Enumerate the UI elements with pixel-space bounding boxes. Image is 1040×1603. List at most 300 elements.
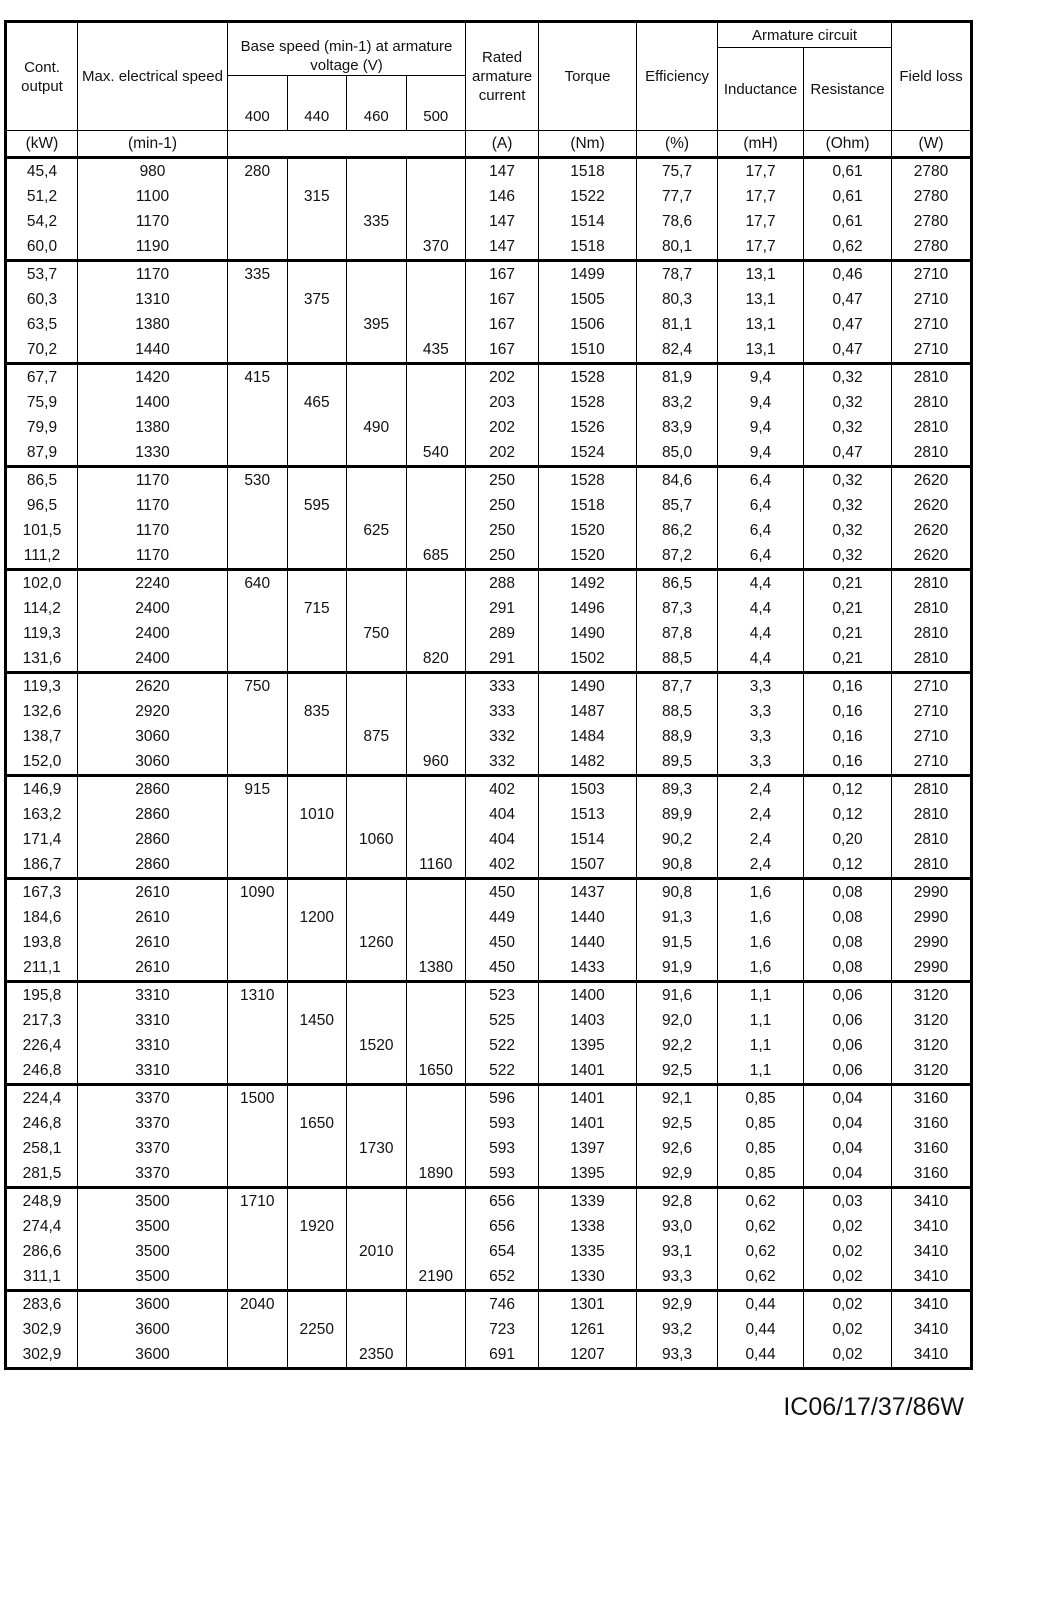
resistance-cell: 0,32 — [804, 543, 892, 570]
torque-cell: 1395 — [539, 1161, 637, 1188]
rated-current-cell: 449 — [466, 905, 539, 930]
base-speed-empty — [287, 1058, 347, 1085]
rated-current-cell: 654 — [466, 1239, 539, 1264]
torque-cell: 1338 — [539, 1214, 637, 1239]
inductance-cell: 6,4 — [718, 467, 804, 494]
base-speed-empty — [347, 234, 407, 261]
inductance-cell: 2,4 — [718, 776, 804, 803]
field-loss-cell: 2710 — [892, 749, 972, 776]
cont-output-cell: 224,4 — [6, 1085, 78, 1112]
rated-current-cell: 523 — [466, 982, 539, 1009]
table-row — [6, 1111, 972, 1136]
efficiency-cell: 88,5 — [637, 699, 718, 724]
spec-sheet — [4, 20, 971, 1370]
base-speed-empty — [287, 364, 347, 391]
cont-output-cell: 86,5 — [6, 467, 78, 494]
inductance-cell: 4,4 — [718, 596, 804, 621]
rated-current-cell: 522 — [466, 1033, 539, 1058]
unit-kw: (kW) — [6, 131, 78, 158]
inductance-cell: 17,7 — [718, 209, 804, 234]
base-speed-cell: 960 — [406, 749, 466, 776]
inductance-cell: 9,4 — [718, 390, 804, 415]
resistance-cell: 0,32 — [804, 415, 892, 440]
inductance-cell: 4,4 — [718, 570, 804, 597]
table-row — [6, 543, 972, 570]
efficiency-cell: 93,3 — [637, 1342, 718, 1369]
rated-current-cell: 147 — [466, 158, 539, 185]
inductance-cell: 3,3 — [718, 724, 804, 749]
rated-current-cell: 525 — [466, 1008, 539, 1033]
field-loss-cell: 3160 — [892, 1111, 972, 1136]
field-loss-cell: 2810 — [892, 364, 972, 391]
base-speed-empty — [228, 1264, 288, 1291]
efficiency-cell: 91,6 — [637, 982, 718, 1009]
max-speed-cell: 3370 — [78, 1085, 228, 1112]
base-speed-cell: 1920 — [287, 1214, 347, 1239]
header-voltage-440: 440 — [287, 76, 347, 131]
header-efficiency: Efficiency — [637, 22, 718, 131]
resistance-cell: 0,06 — [804, 1033, 892, 1058]
max-speed-cell: 1190 — [78, 234, 228, 261]
inductance-cell: 0,44 — [718, 1291, 804, 1318]
base-speed-empty — [406, 467, 466, 494]
table-row — [6, 982, 972, 1009]
base-speed-cell: 1160 — [406, 852, 466, 879]
inductance-cell: 4,4 — [718, 621, 804, 646]
efficiency-cell: 87,8 — [637, 621, 718, 646]
max-speed-cell: 2860 — [78, 776, 228, 803]
rated-current-cell: 203 — [466, 390, 539, 415]
rated-current-cell: 593 — [466, 1111, 539, 1136]
base-speed-empty — [228, 646, 288, 673]
inductance-cell: 3,3 — [718, 673, 804, 700]
base-speed-empty — [287, 1136, 347, 1161]
efficiency-cell: 91,5 — [637, 930, 718, 955]
base-speed-cell: 1090 — [228, 879, 288, 906]
max-speed-cell: 1170 — [78, 209, 228, 234]
base-speed-empty — [347, 802, 407, 827]
table-row — [6, 364, 972, 391]
field-loss-cell: 2710 — [892, 673, 972, 700]
rated-current-cell: 333 — [466, 673, 539, 700]
cont-output-cell: 63,5 — [6, 312, 78, 337]
resistance-cell: 0,04 — [804, 1161, 892, 1188]
max-speed-cell: 1170 — [78, 518, 228, 543]
field-loss-cell: 2810 — [892, 570, 972, 597]
efficiency-cell: 80,1 — [637, 234, 718, 261]
torque-cell: 1339 — [539, 1188, 637, 1215]
rated-current-cell: 656 — [466, 1188, 539, 1215]
inductance-cell: 1,6 — [718, 879, 804, 906]
resistance-cell: 0,21 — [804, 596, 892, 621]
table-row — [6, 646, 972, 673]
base-speed-empty — [228, 621, 288, 646]
base-speed-empty — [287, 1033, 347, 1058]
base-speed-empty — [228, 209, 288, 234]
efficiency-cell: 84,6 — [637, 467, 718, 494]
inductance-cell: 9,4 — [718, 364, 804, 391]
base-speed-empty — [406, 1291, 466, 1318]
base-speed-cell: 2010 — [347, 1239, 407, 1264]
field-loss-cell: 2710 — [892, 261, 972, 288]
max-speed-cell: 3600 — [78, 1317, 228, 1342]
field-loss-cell: 2620 — [892, 543, 972, 570]
cont-output-cell: 101,5 — [6, 518, 78, 543]
torque-cell: 1335 — [539, 1239, 637, 1264]
max-speed-cell: 2610 — [78, 879, 228, 906]
torque-cell: 1403 — [539, 1008, 637, 1033]
cont-output-cell: 102,0 — [6, 570, 78, 597]
base-speed-empty — [406, 209, 466, 234]
table-row — [6, 1058, 972, 1085]
base-speed-empty — [406, 621, 466, 646]
efficiency-cell: 91,3 — [637, 905, 718, 930]
efficiency-cell: 92,5 — [637, 1111, 718, 1136]
rated-current-cell: 250 — [466, 493, 539, 518]
header-inductance: Inductance — [718, 48, 804, 131]
cont-output-cell: 186,7 — [6, 852, 78, 879]
cont-output-cell: 45,4 — [6, 158, 78, 185]
efficiency-cell: 93,0 — [637, 1214, 718, 1239]
resistance-cell: 0,46 — [804, 261, 892, 288]
inductance-cell: 0,62 — [718, 1239, 804, 1264]
base-speed-empty — [228, 440, 288, 467]
field-loss-cell: 2810 — [892, 852, 972, 879]
field-loss-cell: 3160 — [892, 1161, 972, 1188]
table-row — [6, 209, 972, 234]
max-speed-cell: 3310 — [78, 1033, 228, 1058]
cont-output-cell: 195,8 — [6, 982, 78, 1009]
base-speed-empty — [228, 518, 288, 543]
base-speed-empty — [406, 596, 466, 621]
field-loss-cell: 2620 — [892, 467, 972, 494]
efficiency-cell: 86,2 — [637, 518, 718, 543]
cont-output-cell: 226,4 — [6, 1033, 78, 1058]
efficiency-cell: 92,9 — [637, 1291, 718, 1318]
resistance-cell: 0,61 — [804, 184, 892, 209]
cont-output-cell: 87,9 — [6, 440, 78, 467]
torque-cell: 1506 — [539, 312, 637, 337]
base-speed-empty — [228, 312, 288, 337]
resistance-cell: 0,12 — [804, 776, 892, 803]
max-speed-cell: 2400 — [78, 646, 228, 673]
max-speed-cell: 2620 — [78, 673, 228, 700]
motor-group — [6, 1085, 972, 1188]
table-row — [6, 930, 972, 955]
cont-output-cell: 60,0 — [6, 234, 78, 261]
base-speed-empty — [287, 879, 347, 906]
unit-ohm: (Ohm) — [804, 131, 892, 158]
max-speed-cell: 1420 — [78, 364, 228, 391]
field-loss-cell: 2990 — [892, 955, 972, 982]
inductance-cell: 13,1 — [718, 312, 804, 337]
table-row — [6, 802, 972, 827]
efficiency-cell: 81,9 — [637, 364, 718, 391]
table-row — [6, 1264, 972, 1291]
torque-cell: 1502 — [539, 646, 637, 673]
table-row — [6, 440, 972, 467]
base-speed-cell: 1710 — [228, 1188, 288, 1215]
torque-cell: 1520 — [539, 518, 637, 543]
base-speed-empty — [228, 493, 288, 518]
max-speed-cell: 3370 — [78, 1161, 228, 1188]
rated-current-cell: 147 — [466, 209, 539, 234]
base-speed-empty — [406, 673, 466, 700]
unit-watt: (W) — [892, 131, 972, 158]
cont-output-cell: 217,3 — [6, 1008, 78, 1033]
base-speed-empty — [228, 749, 288, 776]
max-speed-cell: 2400 — [78, 621, 228, 646]
base-speed-empty — [228, 1239, 288, 1264]
max-speed-cell: 1400 — [78, 390, 228, 415]
rated-current-cell: 202 — [466, 415, 539, 440]
efficiency-cell: 93,1 — [637, 1239, 718, 1264]
base-speed-cell: 465 — [287, 390, 347, 415]
base-speed-empty — [287, 827, 347, 852]
base-speed-cell: 750 — [228, 673, 288, 700]
inductance-cell: 0,62 — [718, 1264, 804, 1291]
header-max-speed: Max. electrical speed — [78, 22, 228, 131]
base-speed-empty — [347, 184, 407, 209]
rated-current-cell: 596 — [466, 1085, 539, 1112]
base-speed-cell: 1520 — [347, 1033, 407, 1058]
field-loss-cell: 2710 — [892, 724, 972, 749]
inductance-cell: 1,6 — [718, 905, 804, 930]
table-row — [6, 879, 972, 906]
torque-cell: 1518 — [539, 493, 637, 518]
rated-current-cell: 593 — [466, 1136, 539, 1161]
max-speed-cell: 3060 — [78, 749, 228, 776]
base-speed-empty — [287, 1188, 347, 1215]
torque-cell: 1400 — [539, 982, 637, 1009]
resistance-cell: 0,47 — [804, 337, 892, 364]
base-speed-empty — [406, 802, 466, 827]
resistance-cell: 0,21 — [804, 621, 892, 646]
cont-output-cell: 114,2 — [6, 596, 78, 621]
base-speed-empty — [406, 879, 466, 906]
field-loss-cell: 2810 — [892, 802, 972, 827]
base-speed-cell: 820 — [406, 646, 466, 673]
base-speed-empty — [228, 596, 288, 621]
base-speed-empty — [347, 673, 407, 700]
inductance-cell: 13,1 — [718, 337, 804, 364]
table-row — [6, 673, 972, 700]
base-speed-cell: 335 — [347, 209, 407, 234]
torque-cell: 1301 — [539, 1291, 637, 1318]
base-speed-empty — [287, 234, 347, 261]
base-speed-empty — [287, 209, 347, 234]
efficiency-cell: 93,2 — [637, 1317, 718, 1342]
resistance-cell: 0,02 — [804, 1214, 892, 1239]
base-speed-empty — [406, 1214, 466, 1239]
inductance-cell: 1,1 — [718, 1033, 804, 1058]
table-row — [6, 467, 972, 494]
max-speed-cell: 1380 — [78, 415, 228, 440]
base-speed-empty — [406, 518, 466, 543]
rated-current-cell: 167 — [466, 337, 539, 364]
base-speed-empty — [347, 749, 407, 776]
base-speed-empty — [228, 390, 288, 415]
base-speed-empty — [228, 337, 288, 364]
base-speed-empty — [406, 776, 466, 803]
efficiency-cell: 78,6 — [637, 209, 718, 234]
unit-percent: (%) — [637, 131, 718, 158]
base-speed-cell: 750 — [347, 621, 407, 646]
resistance-cell: 0,06 — [804, 1008, 892, 1033]
base-speed-cell: 1260 — [347, 930, 407, 955]
max-speed-cell: 2860 — [78, 802, 228, 827]
field-loss-cell: 3410 — [892, 1188, 972, 1215]
max-speed-cell: 1100 — [78, 184, 228, 209]
base-speed-empty — [228, 1111, 288, 1136]
base-speed-empty — [228, 184, 288, 209]
efficiency-cell: 83,9 — [637, 415, 718, 440]
base-speed-cell: 2040 — [228, 1291, 288, 1318]
torque-cell: 1207 — [539, 1342, 637, 1369]
base-speed-empty — [406, 1111, 466, 1136]
base-speed-empty — [228, 1161, 288, 1188]
header-cont-output: Cont. output — [6, 22, 78, 131]
base-speed-empty — [228, 287, 288, 312]
table-row — [6, 724, 972, 749]
inductance-cell: 1,1 — [718, 982, 804, 1009]
torque-cell: 1514 — [539, 827, 637, 852]
resistance-cell: 0,04 — [804, 1111, 892, 1136]
motor-group — [6, 158, 972, 261]
base-speed-empty — [347, 955, 407, 982]
cont-output-cell: 132,6 — [6, 699, 78, 724]
table-row — [6, 1136, 972, 1161]
torque-cell: 1528 — [539, 467, 637, 494]
torque-cell: 1518 — [539, 158, 637, 185]
inductance-cell: 2,4 — [718, 852, 804, 879]
max-speed-cell: 3310 — [78, 1008, 228, 1033]
cont-output-cell: 119,3 — [6, 621, 78, 646]
base-speed-empty — [287, 312, 347, 337]
base-speed-empty — [406, 1239, 466, 1264]
field-loss-cell: 2990 — [892, 930, 972, 955]
resistance-cell: 0,47 — [804, 287, 892, 312]
header-rated-current: Rated armature current — [466, 22, 539, 131]
table-row — [6, 1214, 972, 1239]
torque-cell: 1261 — [539, 1317, 637, 1342]
resistance-cell: 0,06 — [804, 982, 892, 1009]
motor-group — [6, 364, 972, 467]
table-row — [6, 415, 972, 440]
base-speed-empty — [228, 699, 288, 724]
rated-current-cell: 450 — [466, 930, 539, 955]
base-speed-empty — [287, 440, 347, 467]
inductance-cell: 1,1 — [718, 1008, 804, 1033]
inductance-cell: 2,4 — [718, 827, 804, 852]
field-loss-cell: 3160 — [892, 1136, 972, 1161]
base-speed-empty — [287, 621, 347, 646]
rated-current-cell: 332 — [466, 724, 539, 749]
base-speed-empty — [228, 930, 288, 955]
efficiency-cell: 92,9 — [637, 1161, 718, 1188]
inductance-cell: 13,1 — [718, 261, 804, 288]
table-row — [6, 1342, 972, 1369]
torque-cell: 1440 — [539, 930, 637, 955]
base-speed-empty — [406, 827, 466, 852]
max-speed-cell: 1170 — [78, 493, 228, 518]
base-speed-empty — [228, 1317, 288, 1342]
torque-cell: 1401 — [539, 1111, 637, 1136]
base-speed-cell: 875 — [347, 724, 407, 749]
field-loss-cell: 2780 — [892, 158, 972, 185]
motor-group — [6, 776, 972, 879]
efficiency-cell: 92,5 — [637, 1058, 718, 1085]
cont-output-cell: 171,4 — [6, 827, 78, 852]
table-row — [6, 749, 972, 776]
base-speed-empty — [347, 158, 407, 185]
base-speed-empty — [347, 646, 407, 673]
resistance-cell: 0,61 — [804, 209, 892, 234]
base-speed-cell: 1650 — [287, 1111, 347, 1136]
resistance-cell: 0,32 — [804, 467, 892, 494]
base-speed-cell: 395 — [347, 312, 407, 337]
field-loss-cell: 2710 — [892, 699, 972, 724]
rated-current-cell: 250 — [466, 467, 539, 494]
inductance-cell: 0,85 — [718, 1161, 804, 1188]
field-loss-cell: 2710 — [892, 337, 972, 364]
max-speed-cell: 2610 — [78, 930, 228, 955]
unit-base-speed-blank — [228, 131, 466, 158]
motor-spec-table — [4, 20, 973, 1370]
header-voltage-400: 400 — [228, 76, 288, 131]
base-speed-empty — [287, 1085, 347, 1112]
table-row — [6, 261, 972, 288]
base-speed-empty — [287, 158, 347, 185]
max-speed-cell: 3370 — [78, 1136, 228, 1161]
field-loss-cell: 2810 — [892, 415, 972, 440]
rated-current-cell: 450 — [466, 879, 539, 906]
max-speed-cell: 1440 — [78, 337, 228, 364]
base-speed-empty — [228, 1214, 288, 1239]
max-speed-cell: 3600 — [78, 1342, 228, 1369]
table-row — [6, 570, 972, 597]
torque-cell: 1528 — [539, 390, 637, 415]
field-loss-cell: 2780 — [892, 209, 972, 234]
cont-output-cell: 281,5 — [6, 1161, 78, 1188]
max-speed-cell: 3310 — [78, 982, 228, 1009]
cont-output-cell: 167,3 — [6, 879, 78, 906]
base-speed-empty — [406, 905, 466, 930]
base-speed-empty — [347, 364, 407, 391]
base-speed-empty — [287, 1342, 347, 1369]
base-speed-empty — [287, 415, 347, 440]
cont-output-cell: 96,5 — [6, 493, 78, 518]
torque-cell: 1401 — [539, 1085, 637, 1112]
rated-current-cell: 723 — [466, 1317, 539, 1342]
cont-output-cell: 211,1 — [6, 955, 78, 982]
cont-output-cell: 152,0 — [6, 749, 78, 776]
base-speed-empty — [228, 724, 288, 749]
max-speed-cell: 1380 — [78, 312, 228, 337]
rated-current-cell: 402 — [466, 852, 539, 879]
efficiency-cell: 87,7 — [637, 673, 718, 700]
base-speed-cell: 625 — [347, 518, 407, 543]
efficiency-cell: 89,9 — [637, 802, 718, 827]
header-field-loss: Field loss — [892, 22, 972, 131]
cont-output-cell: 246,8 — [6, 1058, 78, 1085]
base-speed-cell: 1310 — [228, 982, 288, 1009]
inductance-cell: 9,4 — [718, 440, 804, 467]
field-loss-cell: 3160 — [892, 1085, 972, 1112]
rated-current-cell: 291 — [466, 646, 539, 673]
torque-cell: 1433 — [539, 955, 637, 982]
base-speed-empty — [347, 1111, 407, 1136]
